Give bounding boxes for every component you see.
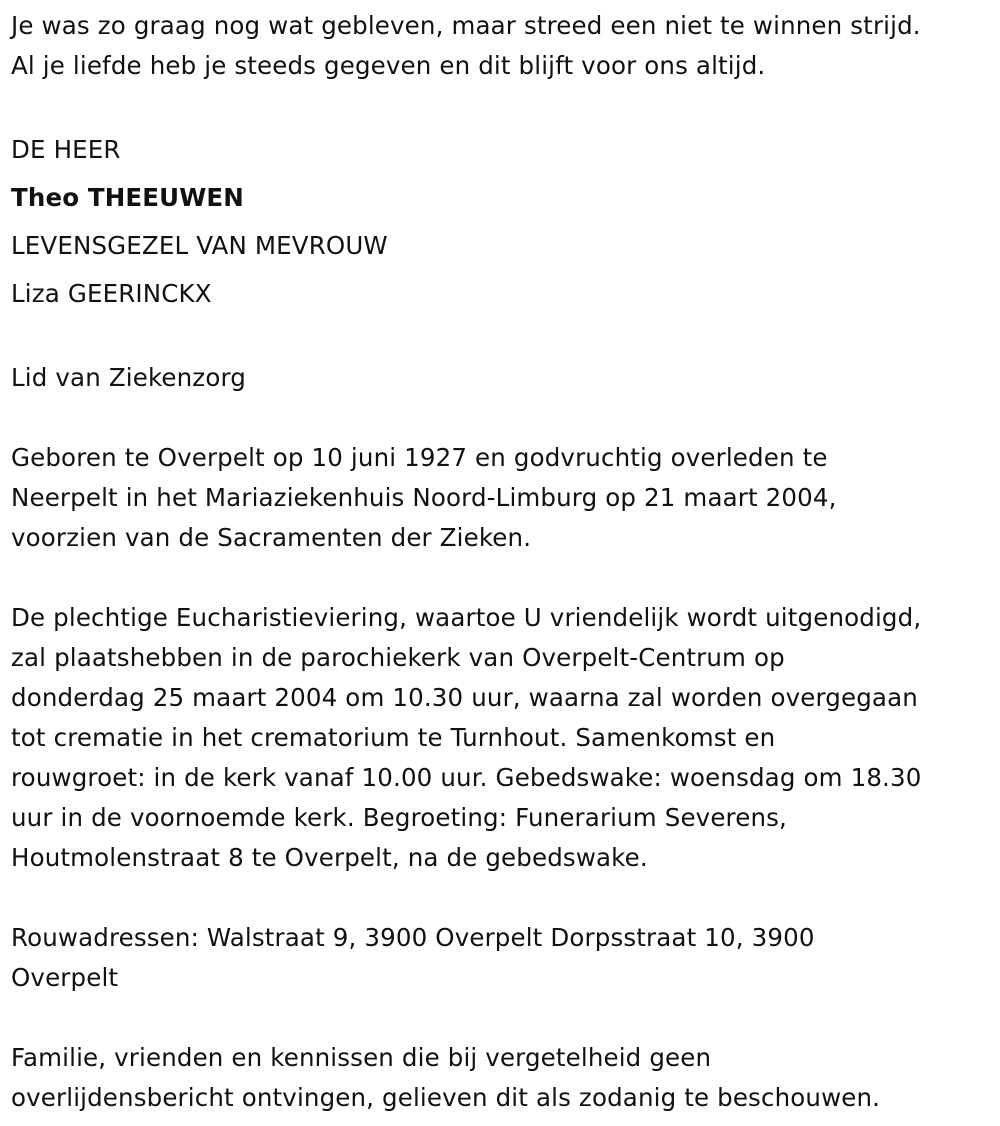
spacer [11,998,996,1038]
spacer [11,318,996,358]
paragraph-line: overlijdensbericht ontvingen, gelieven dit als zodanig te beschouwen. [11,1083,881,1112]
verse-line-1: Je was zo graag nog wat gebleven, maar streed een niet te winnen strijd. [11,11,921,40]
partner-name: Liza GEERINCKX [11,279,212,308]
spacer [11,558,996,598]
deceased-name: Theo THEEUWEN [11,183,244,212]
paragraph-line: tot crematie in het crematorium te Turnhout. Samenkomst en [11,723,776,752]
relation-label: LEVENSGEZEL VAN MEVROUW [11,231,388,260]
deceased-header [11,126,996,318]
closing-paragraph [11,1038,996,1118]
paragraph-line: voorzien van de Sacramenten der Zieken. [11,523,532,552]
membership: Lid van Ziekenzorg [11,363,246,392]
obituary-notice [11,0,996,1118]
spacer [11,878,996,918]
ceremony-paragraph [11,598,996,878]
addresses-paragraph [11,918,996,998]
paragraph-line: Familie, vrienden en kennissen die bij vergetelheid geen [11,1043,712,1072]
paragraph-line: rouwgroet: in de kerk vanaf 10.00 uur. Gebedswake: woensdag om 18.30 [11,763,922,792]
paragraph-line: Overpelt [11,963,119,992]
spacer [11,398,996,438]
birth-death-paragraph [11,438,996,558]
paragraph-line: Neerpelt in het Mariaziekenhuis Noord-Limburg op 21 maart 2004, [11,483,837,512]
paragraph-line: Houtmolenstraat 8 te Overpelt, na de gebedswake. [11,843,648,872]
paragraph-line: Geboren te Overpelt op 10 juni 1927 en godvruchtig overleden te [11,443,828,472]
paragraph-line: Rouwadressen: Walstraat 9, 3900 Overpelt Dorpsstraat 10, 3900 [11,923,815,952]
paragraph-line: uur in de voornoemde kerk. Begroeting: Funerarium Severens, [11,803,787,832]
verse [11,0,996,86]
paragraph-line: De plechtige Eucharistieviering, waartoe U vriendelijk wordt uitgenodigd, [11,603,922,632]
spacer [11,86,996,126]
honorific: DE HEER [11,135,121,164]
paragraph-line: donderdag 25 maart 2004 om 10.30 uur, waarna zal worden overgegaan [11,683,918,712]
verse-line-2: Al je liefde heb je steeds gegeven en dit blijft voor ons altijd. [11,51,766,80]
paragraph-line: zal plaatshebben in de parochiekerk van Overpelt-Centrum op [11,643,785,672]
